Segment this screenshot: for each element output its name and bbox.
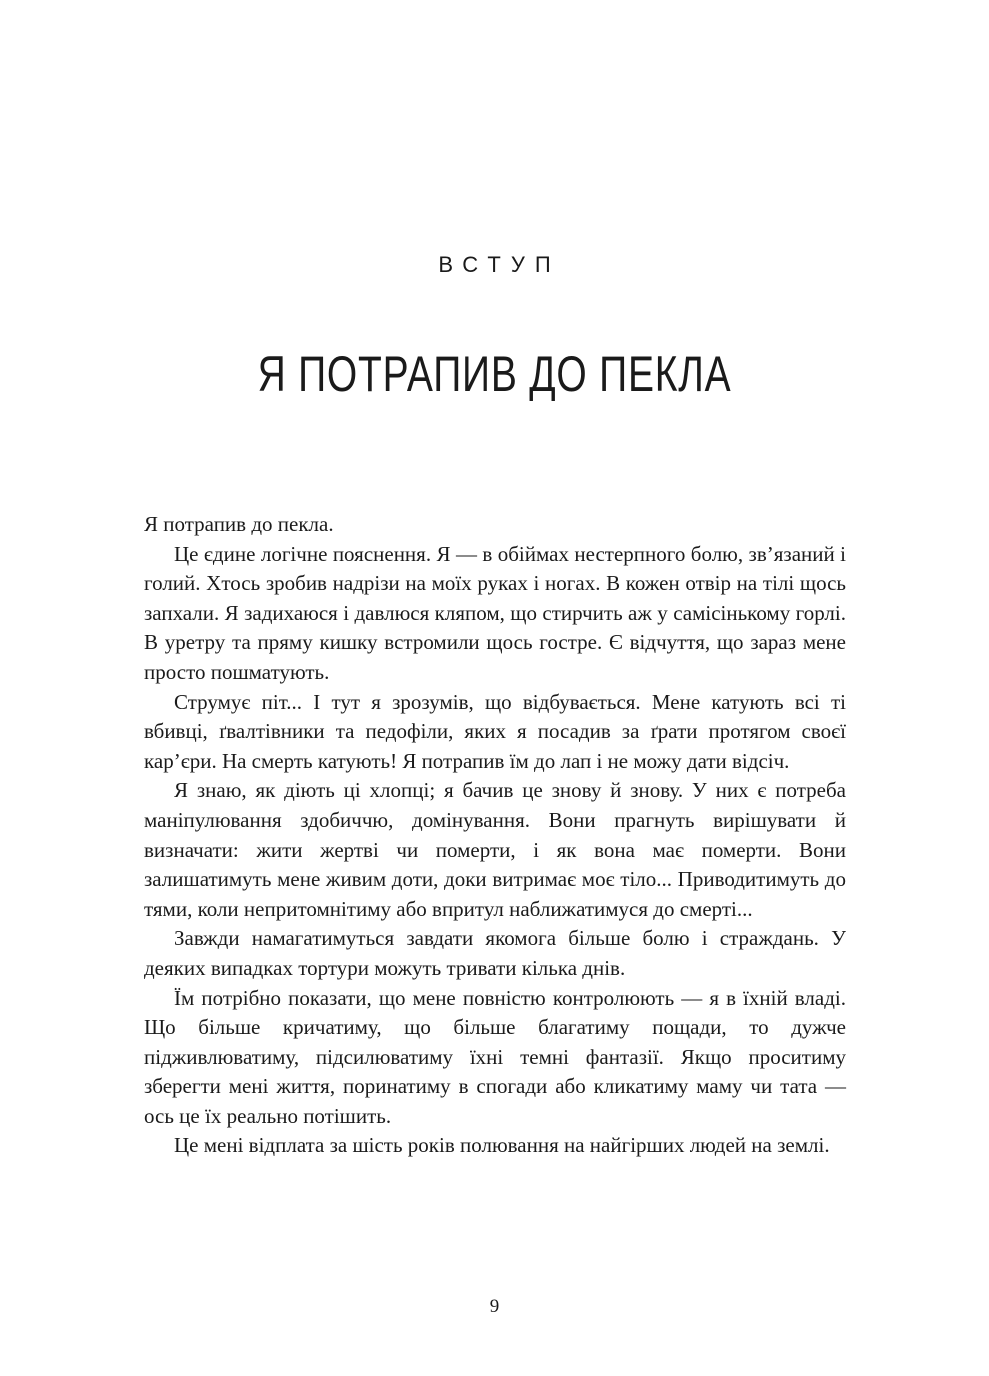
chapter-title: Я ПОТРАПИВ ДО ПЕКЛА [257, 346, 732, 402]
section-label: ВСТУП [438, 252, 561, 277]
paragraph-2: Це єдине логічне пояснення. Я — в обіймах нестерпного болю, зв’язаний і голий. Хтось зробив надрізи на моїх руках і ногах. В кожен отвір на тілі щось запхали. Я задихаюся і давлюся кляпом, що стирчить аж у самісінькому горлі. В уретру та пряму кишку встромили щось гостре. Є відчуття, що зараз мене просто пошматують. [144, 541, 846, 684]
paragraph-5: Завжди намагатимуться завдати якомога більше болю і страждань. У деяких випадках тортури можуть тривати кілька днів. [144, 926, 846, 980]
paragraph-3: Струмує піт... І тут я зрозумів, що відбувається. Мене катують всі ті вбивці, ґвалтівники та педофіли, яких я посадив за ґрати протягом своєї кар’єри. На смерть катують! Я потрапив їм до лап і не можу дати відсіч. [144, 689, 846, 773]
paragraph-7: Це мені відплата за шість років полювання на найгірших людей на землі. [174, 1133, 830, 1158]
page-number: 9 [489, 1296, 500, 1317]
paragraph-4: Я знаю, як діють ці хлопці; я бачив це знову й знову. У них є потреба маніпулювання здобиччю, домінування. Вони прагнуть вирішувати й визначати: жити жертві чи померти, і як вона має померти. Вони залишатимуть мене живим доти, доки витримає моє тіло... Приводитимуть до тями, коли непритомнітиму або впритул наближатимуся до смерті... [144, 778, 846, 921]
paragraph-1: Я потрапив до пекла. [144, 512, 334, 536]
paragraph-6: Їм потрібно показати, що мене повністю контролюють — я в їхній владі. Що більше кричатиму, що більше благатиму пощади, то дужче підживлюватиму, підсилюватиму їхні темні фантазії. Якщо проситиму зберегти мені життя, поринатиму в спогади або кликатиму маму чи тата — ось це їх реально потішить. [144, 985, 846, 1128]
body-text [144, 510, 846, 1161]
